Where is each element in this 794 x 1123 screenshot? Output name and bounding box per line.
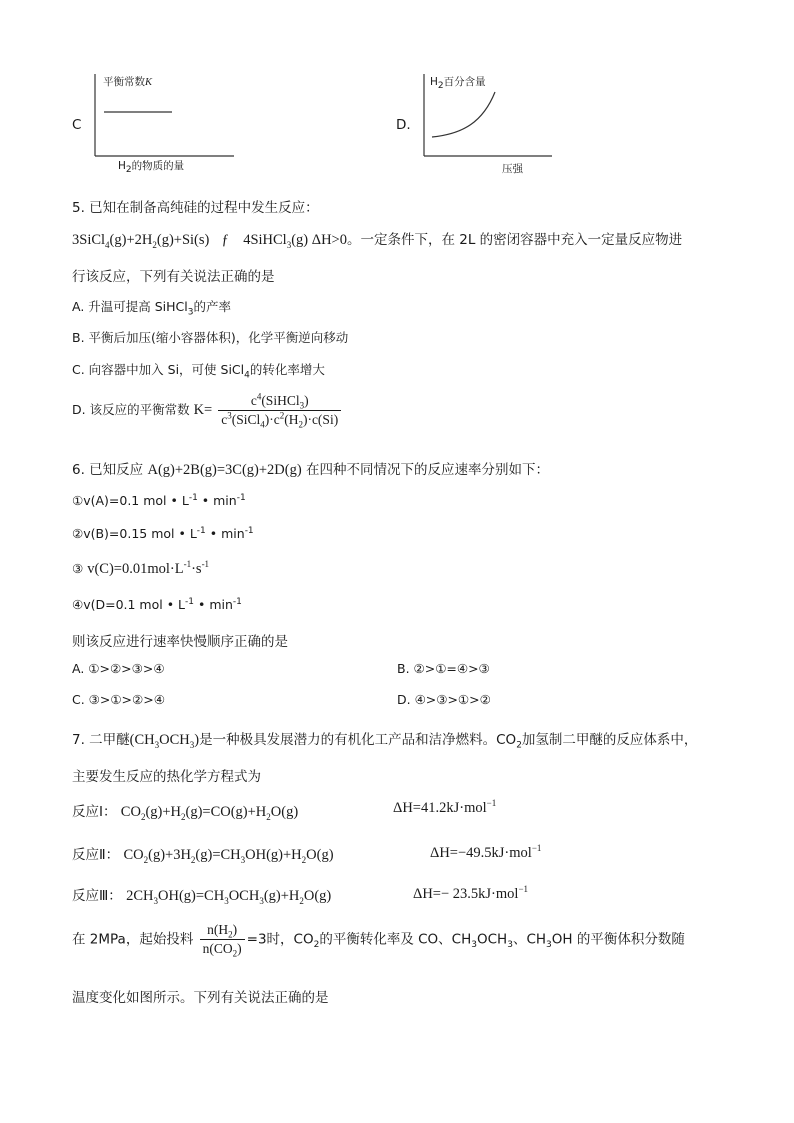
q7-reaction-2-dh: ΔH=−49.5kJ·mol$^{-1}$ <box>430 843 542 861</box>
q6-rate-2: ②v(B)=0.15 mol • $L^{-1}$ • $\min^{-1}$ <box>72 525 254 541</box>
q6-question: 则该反应进行速率快慢顺序正确的是 <box>72 634 288 650</box>
q7-reaction-3: 反应Ⅲ： $2CH_3OH(g)=CH_3OCH_3(g)+H_2O(g)$ <box>72 888 332 906</box>
option-c-label: C <box>72 117 82 133</box>
q6-option-b[interactable]: B. ②>①=④>③ <box>397 661 490 676</box>
q7-reaction-2: 反应Ⅱ： $CO_2(g)+3H_2(g)=CH_3OH(g)+H_2O(g)$ <box>72 847 334 865</box>
q5-stem-cont: 行该反应，下列有关说法正确的是 <box>72 269 275 285</box>
chart-d-xlabel: 压强 <box>502 163 523 175</box>
q5-option-a[interactable]: A. 升温可提高 SiHCl$_3$的产率 <box>72 299 232 318</box>
q5-option-d[interactable]: D. 该反应的平衡常数 K= $\frac{c^4(SiHCl_3)}{c^3(SiCl_4)\cdot c^2(H_2)\cdot c(Si)}$ <box>72 393 343 428</box>
chart-c-ylabel: 平衡常数K <box>103 76 153 88</box>
chart-c-xlabel: $H_2$的物质的量 <box>118 160 185 176</box>
q7-stem-line1: 7. 二甲醚$(CH_3OCH_3)$是一种极具发展潜力的有机化工产品和洁净燃料。$CO_2$加氢制二甲醚的反应体系中， <box>72 732 698 751</box>
q7-condition-line: 在 2MPa，起始投料 $\frac{n(H_2)}{n(CO_2)}$ =3时，$CO_2$的平衡转化率及 CO、$CH_3OCH_3$、$CH_3OH$ 的平衡体积分数随 <box>72 922 685 959</box>
q6-rate-4: ④v(D=0.1 mol • $L^{-1}$ • $\min^{-1}$ <box>72 596 242 612</box>
q5-option-c[interactable]: C. 向容器中加入 Si，可使 SiCl$_4$的转化率增大 <box>72 362 325 381</box>
q7-stem-line2: 主要发生反应的热化学方程式为 <box>72 769 261 785</box>
q6-option-a[interactable]: A. ①>②>③>④ <box>72 661 165 676</box>
q6-option-d[interactable]: D. ④>③>①>② <box>397 692 491 707</box>
q6-rate-3: ③ $v(C)=0.01mol\cdot L^{-1}\cdot s^{-1}$ <box>72 559 210 577</box>
chart-d-curve <box>432 92 495 137</box>
q7-reaction-1: 反应Ⅰ： $CO_2(g)+H_2(g)=CO(g)+H_2O(g)$ <box>72 804 299 822</box>
q7-last-line: 温度变化如图所示。下列有关说法正确的是 <box>72 990 329 1006</box>
q7-reaction-3-dh: ΔH=− 23.5kJ·mol$^{-1}$ <box>413 884 529 902</box>
option-d-label: D. <box>396 117 411 133</box>
q6-stem: 6. 已知反应 A(g)+2B(g)=3C(g)+2D(g) 在四种不同情况下的反应速率分别如下： <box>72 462 549 478</box>
q7-reaction-1-dh: ΔH=41.2kJ·mol$^{-1}$ <box>393 798 497 816</box>
chart-d-ylabel: $H_2$百分含量 <box>430 76 486 92</box>
q5-stem: 5. 已知在制备高纯硅的过程中发生反应： <box>72 200 319 216</box>
q6-option-c[interactable]: C. ③>①>②>④ <box>72 692 165 707</box>
q5-option-b[interactable]: B. 平衡后加压(缩小容器体积)，化学平衡逆向移动 <box>72 330 349 345</box>
q6-rate-1: ①v(A)=0.1 mol • $L^{-1}$ • $\min^{-1}$ <box>72 492 246 508</box>
q5-equation-line: $3SiCl_4(g)+2H_2(g)+Si(s)$ ƒ 4SiHCl$_3$(g) ΔH>0。一定条件下，在 2L 的密闭容器中充入一定量反应物进 <box>72 232 683 250</box>
